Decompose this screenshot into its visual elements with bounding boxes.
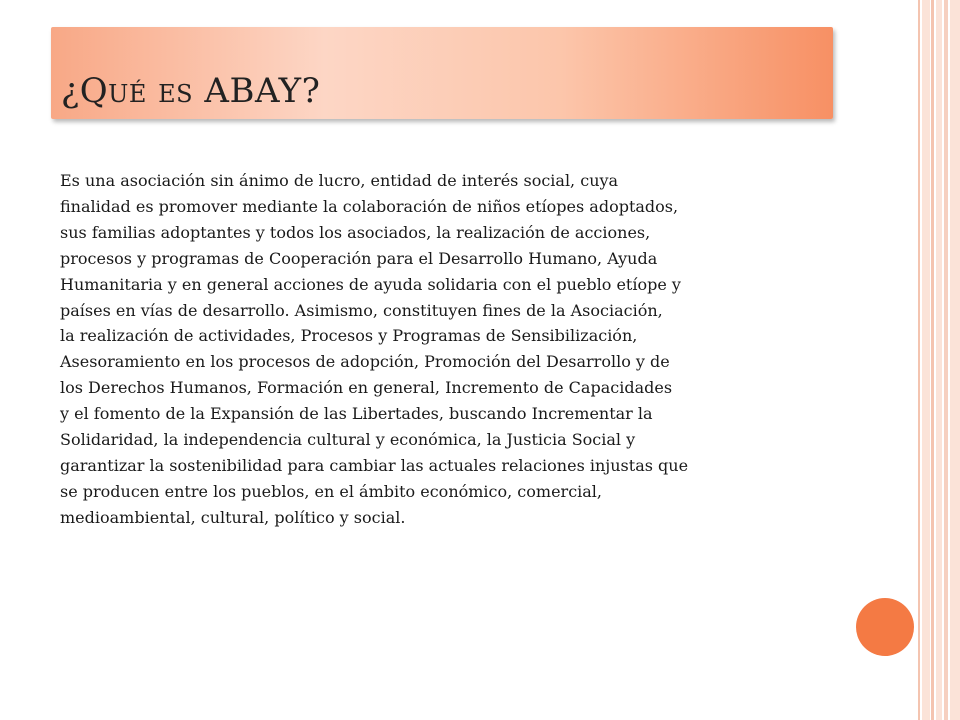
body-line: procesos y programas de Cooperación para el Desarrollo Humano, Ayuda: [60, 248, 658, 268]
decorative-stripe: [944, 0, 948, 720]
body-line: garantizar la sostenibilidad para cambiar las actuales relaciones injustas que: [60, 455, 689, 475]
decorative-stripe: [922, 0, 930, 720]
body-line: se producen entre los pueblos, en el ámbito económico, comercial,: [60, 481, 603, 501]
slide-title: ¿Qué es ABAY?: [61, 71, 321, 111]
decorative-stripe: [950, 0, 960, 720]
accent-circle: [856, 598, 914, 656]
decorative-stripe: [918, 0, 920, 720]
body-line: Es una asociación sin ánimo de lucro, entidad de interés social, cuya: [60, 171, 619, 190]
body-line: y el fomento de la Expansión de las Libertades, buscando Incrementar la: [60, 404, 653, 424]
decorative-stripe: [931, 0, 934, 720]
body-line: Asesoramiento en los procesos de adopción, Promoción del Desarrollo y de: [60, 352, 670, 372]
title-band: [51, 27, 833, 119]
body-line: Humanitaria y en general acciones de ayuda solidaria con el pueblo etíope y: [60, 274, 681, 294]
body-line: la realización de actividades, Procesos y Programas de Sensibilización,: [60, 326, 638, 346]
body-line: países en vías de desarrollo. Asimismo, constituyen fines de la Asociación,: [60, 300, 663, 320]
body-line: sus familias adoptantes y todos los asociados, la realización de acciones,: [60, 222, 651, 242]
body-paragraph: [60, 168, 820, 531]
body-line: finalidad es promover mediante la colaboración de niños etíopes adoptados,: [60, 196, 679, 216]
body-line: los Derechos Humanos, Formación en general, Incremento de Capacidades: [60, 378, 673, 398]
decorative-stripe: [936, 0, 942, 720]
body-line: Solidaridad, la independencia cultural y económica, la Justicia Social y: [60, 430, 636, 450]
body-line: medioambiental, cultural, político y social.: [60, 507, 406, 527]
